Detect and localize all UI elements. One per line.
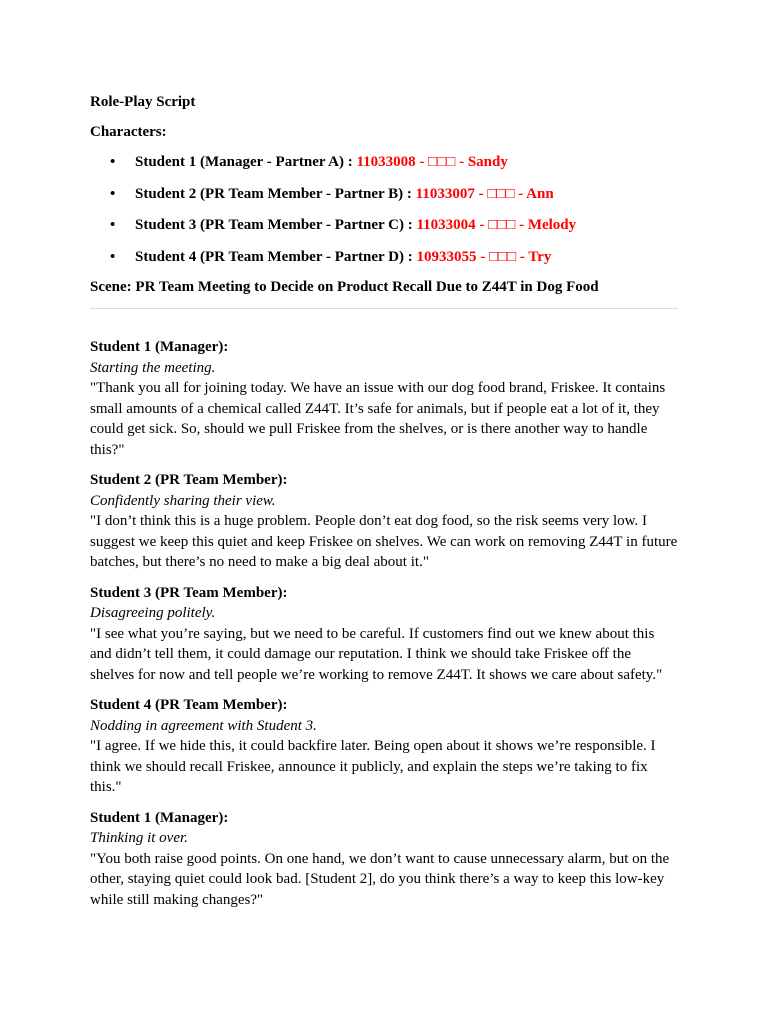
stage-direction: Thinking it over. bbox=[90, 830, 188, 846]
bullet: • bbox=[110, 185, 116, 202]
character-id: 11033004 - □□□ - Melody bbox=[416, 217, 577, 233]
document-title: Role-Play Script bbox=[90, 94, 196, 110]
speaker-name: Student 4 (PR Team Member): bbox=[90, 697, 288, 713]
character-role: Student 3 (PR Team Member - Partner C) : bbox=[135, 217, 413, 233]
bullet: • bbox=[110, 217, 116, 233]
bullet: • bbox=[110, 248, 116, 265]
dialogue-line: "I see what you’re saying, but we need to be careful. If customers find out we knew about this and didn’t tell them, it could damage our reputation. I think we should take Friskee off the shelves for now and tell people we’re working to remove Z44T. It shows we care about safety." bbox=[90, 625, 663, 683]
dialogue-line: "Thank you all for joining today. We have an issue with our dog food brand, Friskee. It contains small amounts of a chemical called Z44T. It’s safe for animals, but if people eat a lot of it, they could get sick. So, should we pull Friskee from the shelves, or is there another way to handle this?" bbox=[90, 380, 666, 458]
character-role: Student 4 (PR Team Member - Partner D) : bbox=[135, 248, 413, 265]
characters-heading: Characters: bbox=[90, 124, 167, 140]
character-item bbox=[90, 152, 678, 172]
speaker-name: Student 3 (PR Team Member): bbox=[90, 584, 288, 601]
bullet: • bbox=[110, 154, 116, 170]
character-id: 11033008 - □□□ - Sandy bbox=[356, 154, 508, 170]
character-item bbox=[90, 184, 678, 204]
character-role: Student 1 (Manager - Partner A) : bbox=[135, 154, 353, 170]
dialogue-block bbox=[90, 583, 678, 686]
document-page bbox=[90, 92, 678, 920]
character-item bbox=[90, 247, 678, 267]
dialogue-block bbox=[90, 695, 678, 798]
dialogue-block bbox=[90, 808, 678, 911]
speaker-name: Student 1 (Manager): bbox=[90, 339, 229, 355]
character-id: 11033007 - □□□ - Ann bbox=[415, 185, 554, 202]
stage-direction: Starting the meeting. bbox=[90, 359, 216, 376]
character-role: Student 2 (PR Team Member - Partner B) : bbox=[135, 185, 412, 202]
dialogue-section bbox=[90, 337, 678, 910]
section-divider bbox=[90, 308, 678, 309]
scene-heading: Scene: PR Team Meeting to Decide on Product Recall Due to Z44T in Dog Food bbox=[90, 279, 599, 295]
characters-list bbox=[90, 152, 678, 267]
stage-direction: Disagreeing politely. bbox=[90, 605, 216, 621]
character-item bbox=[90, 215, 678, 235]
dialogue-block bbox=[90, 470, 678, 573]
character-id: 10933055 - □□□ - Try bbox=[416, 248, 552, 265]
speaker-name: Student 2 (PR Team Member): bbox=[90, 472, 288, 488]
dialogue-line: "I don’t think this is a huge problem. People don’t eat dog food, so the risk seems very low. I suggest we keep this quiet and keep Friskee on shelves. We can work on removing Z44T in future batches, but there’s no need to make a big deal about it." bbox=[90, 513, 678, 570]
stage-direction: Confidently sharing their view. bbox=[90, 492, 276, 509]
dialogue-block bbox=[90, 337, 678, 460]
dialogue-line: "I agree. If we hide this, it could backfire later. Being open about it shows we’re responsible. I think we should recall Friskee, announce it publicly, and explain the steps we’re taking to fix this." bbox=[90, 738, 656, 795]
speaker-name: Student 1 (Manager): bbox=[90, 809, 229, 826]
dialogue-line: "You both raise good points. On one hand, we don’t want to cause unnecessary alarm, but on the other, staying quiet could look bad. [Student 2], do you think there’s a way to keep this low-key while still making changes?" bbox=[90, 850, 670, 908]
stage-direction: Nodding in agreement with Student 3. bbox=[90, 717, 317, 734]
